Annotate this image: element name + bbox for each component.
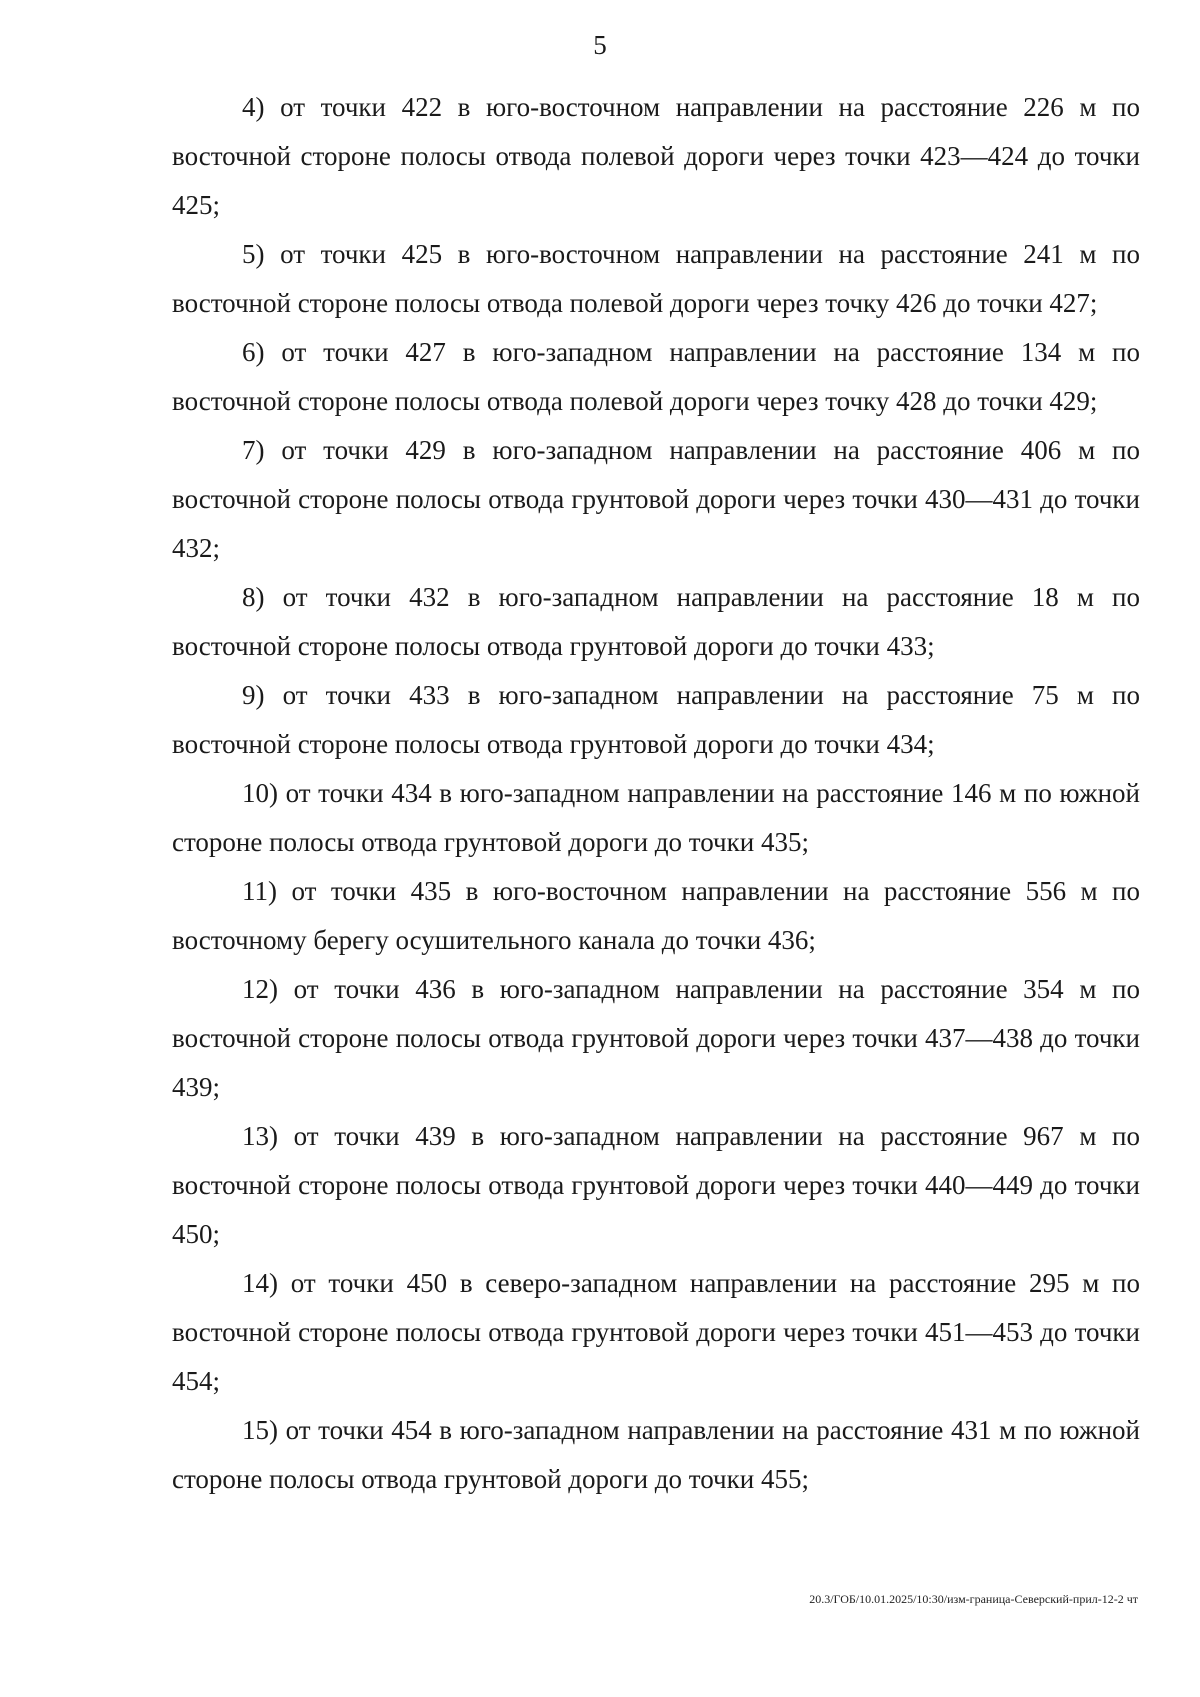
paragraph-8: 8) от точки 432 в юго-западном направлении на расстояние 18 м по восточной стороне полосы отвода грунтовой дороги до точки 433; xyxy=(172,582,1140,661)
document-footer-code: 20.3/ГОБ/10.01.2025/10:30/изм-граница-Северский-прил-12-2 чт xyxy=(809,1592,1138,1606)
paragraph-13: 13) от точки 439 в юго-западном направлении на расстояние 967 м по восточной стороне полосы отвода грунтовой дороги через точки 440—449 до точки 450; xyxy=(172,1121,1140,1249)
page-number: 5 xyxy=(593,30,607,60)
paragraph-7: 7) от точки 429 в юго-западном направлении на расстояние 406 м по восточной стороне полосы отвода грунтовой дороги через точки 430—431 до точки 432; xyxy=(172,435,1140,563)
paragraph-5: 5) от точки 425 в юго-восточном направлении на расстояние 241 м по восточной стороне полосы отвода полевой дороги через точку 426 до точки 427; xyxy=(172,239,1140,318)
paragraph-15: 15) от точки 454 в юго-западном направлении на расстояние 431 м по южной стороне полосы отвода грунтовой дороги до точки 455; xyxy=(172,1415,1140,1494)
document-body xyxy=(172,83,1140,1504)
paragraph-6: 6) от точки 427 в юго-западном направлении на расстояние 134 м по восточной стороне полосы отвода полевой дороги через точку 428 до точки 429; xyxy=(172,337,1140,416)
paragraph-10: 10) от точки 434 в юго-западном направлении на расстояние 146 м по южной стороне полосы отвода грунтовой дороги до точки 435; xyxy=(172,778,1140,857)
paragraph-11: 11) от точки 435 в юго-восточном направлении на расстояние 556 м по восточному берегу осушительного канала до точки 436; xyxy=(172,876,1140,955)
paragraph-14: 14) от точки 450 в северо-западном направлении на расстояние 295 м по восточной стороне полосы отвода грунтовой дороги через точки 451—453 до точки 454; xyxy=(172,1268,1140,1396)
paragraph-4: 4) от точки 422 в юго-восточном направлении на расстояние 226 м по восточной стороне полосы отвода полевой дороги через точки 423—424 до точки 425; xyxy=(172,92,1140,220)
paragraph-12: 12) от точки 436 в юго-западном направлении на расстояние 354 м по восточной стороне полосы отвода грунтовой дороги через точки 437—438 до точки 439; xyxy=(172,974,1140,1102)
paragraph-9: 9) от точки 433 в юго-западном направлении на расстояние 75 м по восточной стороне полосы отвода грунтовой дороги до точки 434; xyxy=(172,680,1140,759)
